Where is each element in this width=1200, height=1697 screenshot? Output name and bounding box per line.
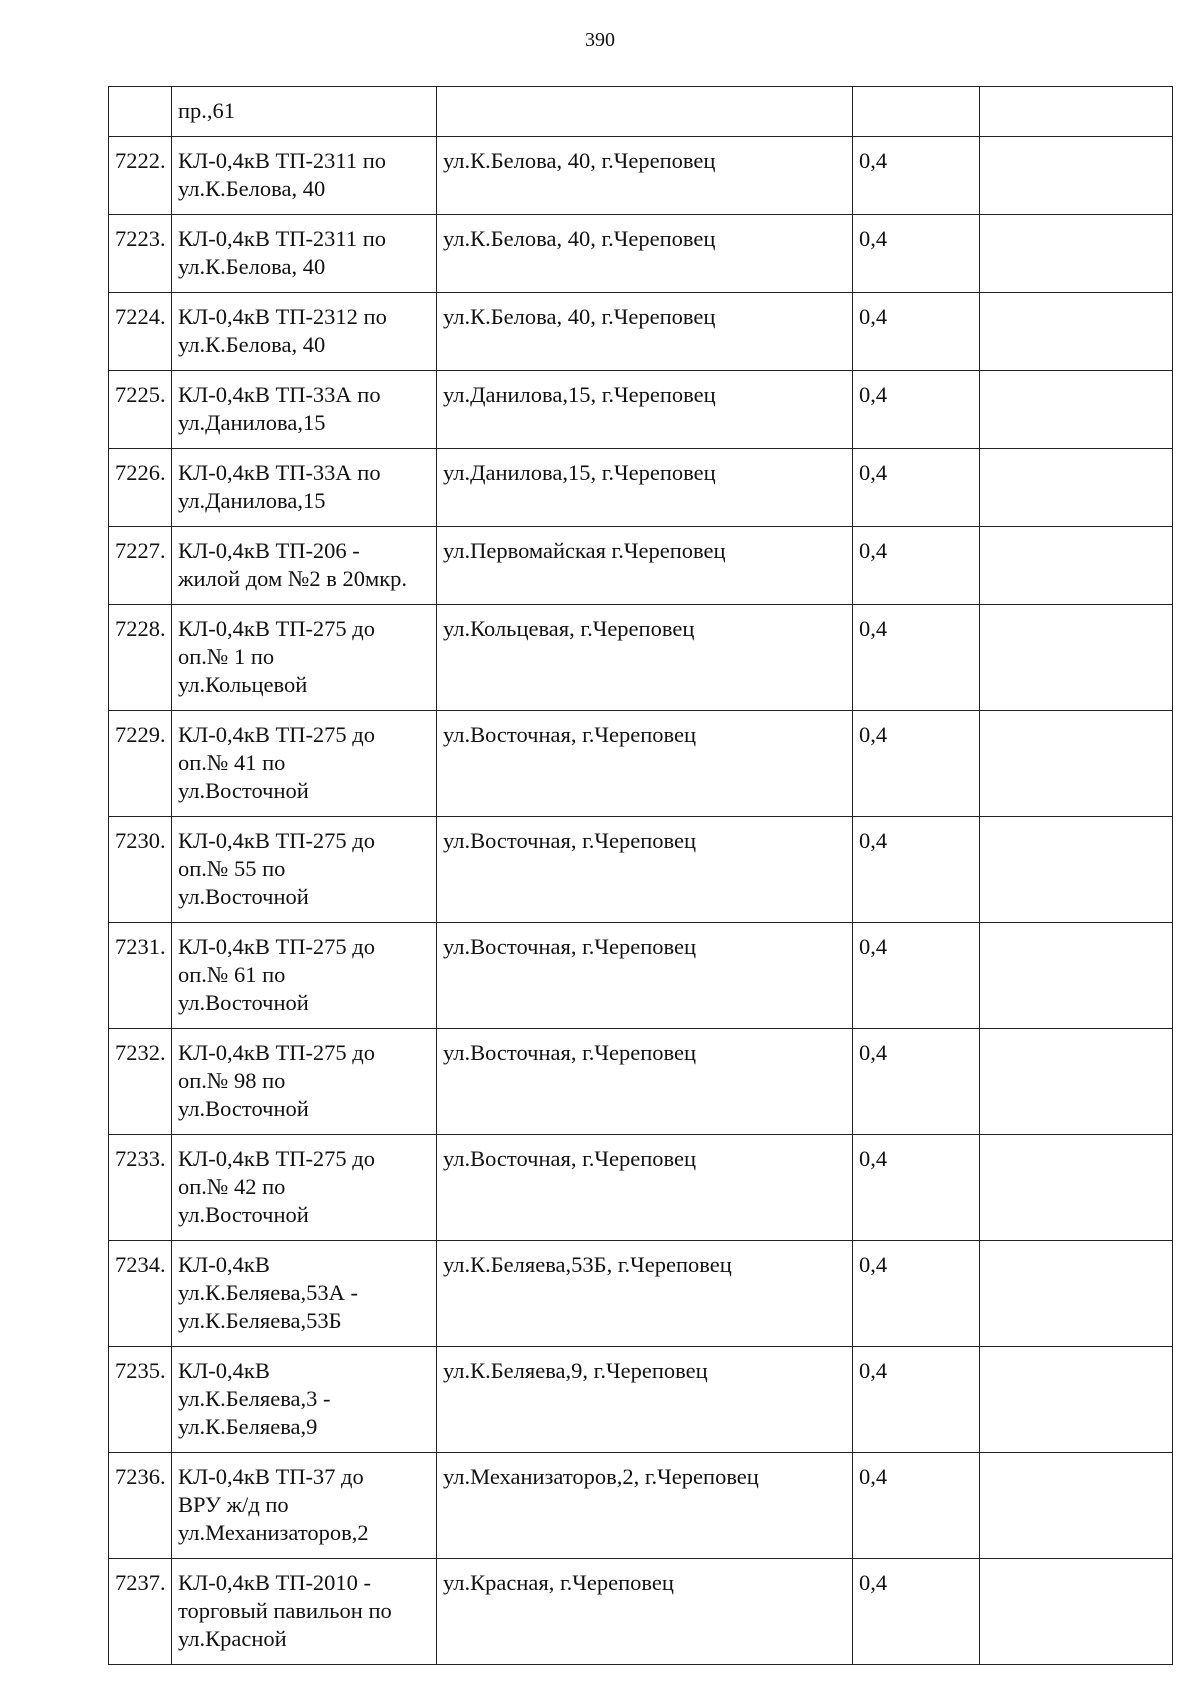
address-cell: ул.Данилова,15, г.Череповец	[437, 371, 853, 449]
voltage-cell: 0,4	[853, 1241, 980, 1347]
address-cell: ул.Данилова,15, г.Череповец	[437, 449, 853, 527]
voltage-cell: 0,4	[853, 215, 980, 293]
note-cell	[980, 1453, 1173, 1559]
line-name-cell: КЛ-0,4кВ ТП-2312 по ул.К.Белова, 40	[172, 293, 437, 371]
row-number-cell: 7236.	[109, 1453, 172, 1559]
table-row	[109, 1135, 1173, 1241]
voltage-cell: 0,4	[853, 1347, 980, 1453]
line-name-cell: КЛ-0,4кВ ТП-2311 по ул.К.Белова, 40	[172, 215, 437, 293]
address-cell: ул.Красная, г.Череповец	[437, 1559, 853, 1665]
row-number-cell: 7228.	[109, 605, 172, 711]
address-cell: ул.Восточная, г.Череповец	[437, 923, 853, 1029]
voltage-cell: 0,4	[853, 371, 980, 449]
table-row	[109, 1559, 1173, 1665]
line-name-cell: КЛ-0,4кВ ТП-2010 - торговый павильон по ул.Красной	[172, 1559, 437, 1665]
table-row	[109, 137, 1173, 215]
note-cell	[980, 1347, 1173, 1453]
address-cell: ул.К.Белова, 40, г.Череповец	[437, 215, 853, 293]
note-cell	[980, 1029, 1173, 1135]
table-row	[109, 1347, 1173, 1453]
row-number-cell: 7231.	[109, 923, 172, 1029]
voltage-cell: 0,4	[853, 923, 980, 1029]
table-row	[109, 449, 1173, 527]
row-number-cell: 7235.	[109, 1347, 172, 1453]
line-name-cell: КЛ-0,4кВ ТП-2311 по ул.К.Белова, 40	[172, 137, 437, 215]
voltage-cell: 0,4	[853, 1135, 980, 1241]
note-cell	[980, 87, 1173, 137]
table-row	[109, 1241, 1173, 1347]
table-row	[109, 1453, 1173, 1559]
row-number-cell: 7227.	[109, 527, 172, 605]
table-row	[109, 293, 1173, 371]
note-cell	[980, 215, 1173, 293]
address-cell: ул.Первомайская г.Череповец	[437, 527, 853, 605]
note-cell	[980, 527, 1173, 605]
table-row	[109, 1029, 1173, 1135]
row-number-cell: 7229.	[109, 711, 172, 817]
line-name-cell: КЛ-0,4кВ ТП-37 до ВРУ ж/д по ул.Механизаторов,2	[172, 1453, 437, 1559]
voltage-cell: 0,4	[853, 817, 980, 923]
note-cell	[980, 449, 1173, 527]
address-cell: ул.Восточная, г.Череповец	[437, 711, 853, 817]
line-name-cell: КЛ-0,4кВ ТП-275 до оп.№ 55 по ул.Восточной	[172, 817, 437, 923]
address-cell: ул.Восточная, г.Череповец	[437, 1135, 853, 1241]
line-name-cell: КЛ-0,4кВ ТП-206 - жилой дом №2 в 20мкр.	[172, 527, 437, 605]
row-number-cell: 7234.	[109, 1241, 172, 1347]
line-name-cell: КЛ-0,4кВ ТП-33А по ул.Данилова,15	[172, 371, 437, 449]
voltage-cell: 0,4	[853, 527, 980, 605]
line-name-cell: КЛ-0,4кВ ТП-275 до оп.№ 41 по ул.Восточной	[172, 711, 437, 817]
note-cell	[980, 817, 1173, 923]
line-name-cell: пр.,61	[172, 87, 437, 137]
voltage-cell: 0,4	[853, 137, 980, 215]
row-number-cell: 7223.	[109, 215, 172, 293]
table-row	[109, 371, 1173, 449]
address-cell: ул.К.Белова, 40, г.Череповец	[437, 137, 853, 215]
voltage-cell: 0,4	[853, 711, 980, 817]
row-number-cell: 7226.	[109, 449, 172, 527]
note-cell	[980, 293, 1173, 371]
line-name-cell: КЛ-0,4кВ ул.К.Беляева,3 - ул.К.Беляева,9	[172, 1347, 437, 1453]
address-cell: ул.К.Беляева,9, г.Череповец	[437, 1347, 853, 1453]
table-row	[109, 711, 1173, 817]
note-cell	[980, 605, 1173, 711]
row-number-cell: 7232.	[109, 1029, 172, 1135]
note-cell	[980, 711, 1173, 817]
page-number: 390	[585, 29, 615, 51]
line-name-cell: КЛ-0,4кВ ул.К.Беляева,53А - ул.К.Беляева,53Б	[172, 1241, 437, 1347]
note-cell	[980, 1135, 1173, 1241]
registry-table-body	[109, 87, 1173, 1665]
line-name-cell: КЛ-0,4кВ ТП-275 до оп.№ 61 по ул.Восточной	[172, 923, 437, 1029]
address-cell: ул.Механизаторов,2, г.Череповец	[437, 1453, 853, 1559]
table-row	[109, 215, 1173, 293]
line-name-cell: КЛ-0,4кВ ТП-275 до оп.№ 98 по ул.Восточной	[172, 1029, 437, 1135]
voltage-cell: 0,4	[853, 449, 980, 527]
table-row	[109, 87, 1173, 137]
table-row	[109, 527, 1173, 605]
row-number-cell: 7222.	[109, 137, 172, 215]
line-name-cell: КЛ-0,4кВ ТП-275 до оп.№ 42 по ул.Восточной	[172, 1135, 437, 1241]
note-cell	[980, 1241, 1173, 1347]
registry-table	[108, 86, 1173, 1665]
address-cell: ул.К.Белова, 40, г.Череповец	[437, 293, 853, 371]
address-cell: ул.Восточная, г.Череповец	[437, 1029, 853, 1135]
note-cell	[980, 371, 1173, 449]
address-cell: ул.Восточная, г.Череповец	[437, 817, 853, 923]
address-cell: ул.Кольцевая, г.Череповец	[437, 605, 853, 711]
note-cell	[980, 137, 1173, 215]
note-cell	[980, 923, 1173, 1029]
row-number-cell: 7225.	[109, 371, 172, 449]
voltage-cell: 0,4	[853, 1453, 980, 1559]
table-row	[109, 605, 1173, 711]
line-name-cell: КЛ-0,4кВ ТП-33А по ул.Данилова,15	[172, 449, 437, 527]
voltage-cell: 0,4	[853, 293, 980, 371]
row-number-cell: 7230.	[109, 817, 172, 923]
row-number-cell	[109, 87, 172, 137]
row-number-cell: 7224.	[109, 293, 172, 371]
row-number-cell: 7237.	[109, 1559, 172, 1665]
address-cell	[437, 87, 853, 137]
row-number-cell: 7233.	[109, 1135, 172, 1241]
voltage-cell: 0,4	[853, 605, 980, 711]
address-cell: ул.К.Беляева,53Б, г.Череповец	[437, 1241, 853, 1347]
table-row	[109, 817, 1173, 923]
note-cell	[980, 1559, 1173, 1665]
table-row	[109, 923, 1173, 1029]
line-name-cell: КЛ-0,4кВ ТП-275 до оп.№ 1 по ул.Кольцевой	[172, 605, 437, 711]
voltage-cell	[853, 87, 980, 137]
voltage-cell: 0,4	[853, 1029, 980, 1135]
voltage-cell: 0,4	[853, 1559, 980, 1665]
